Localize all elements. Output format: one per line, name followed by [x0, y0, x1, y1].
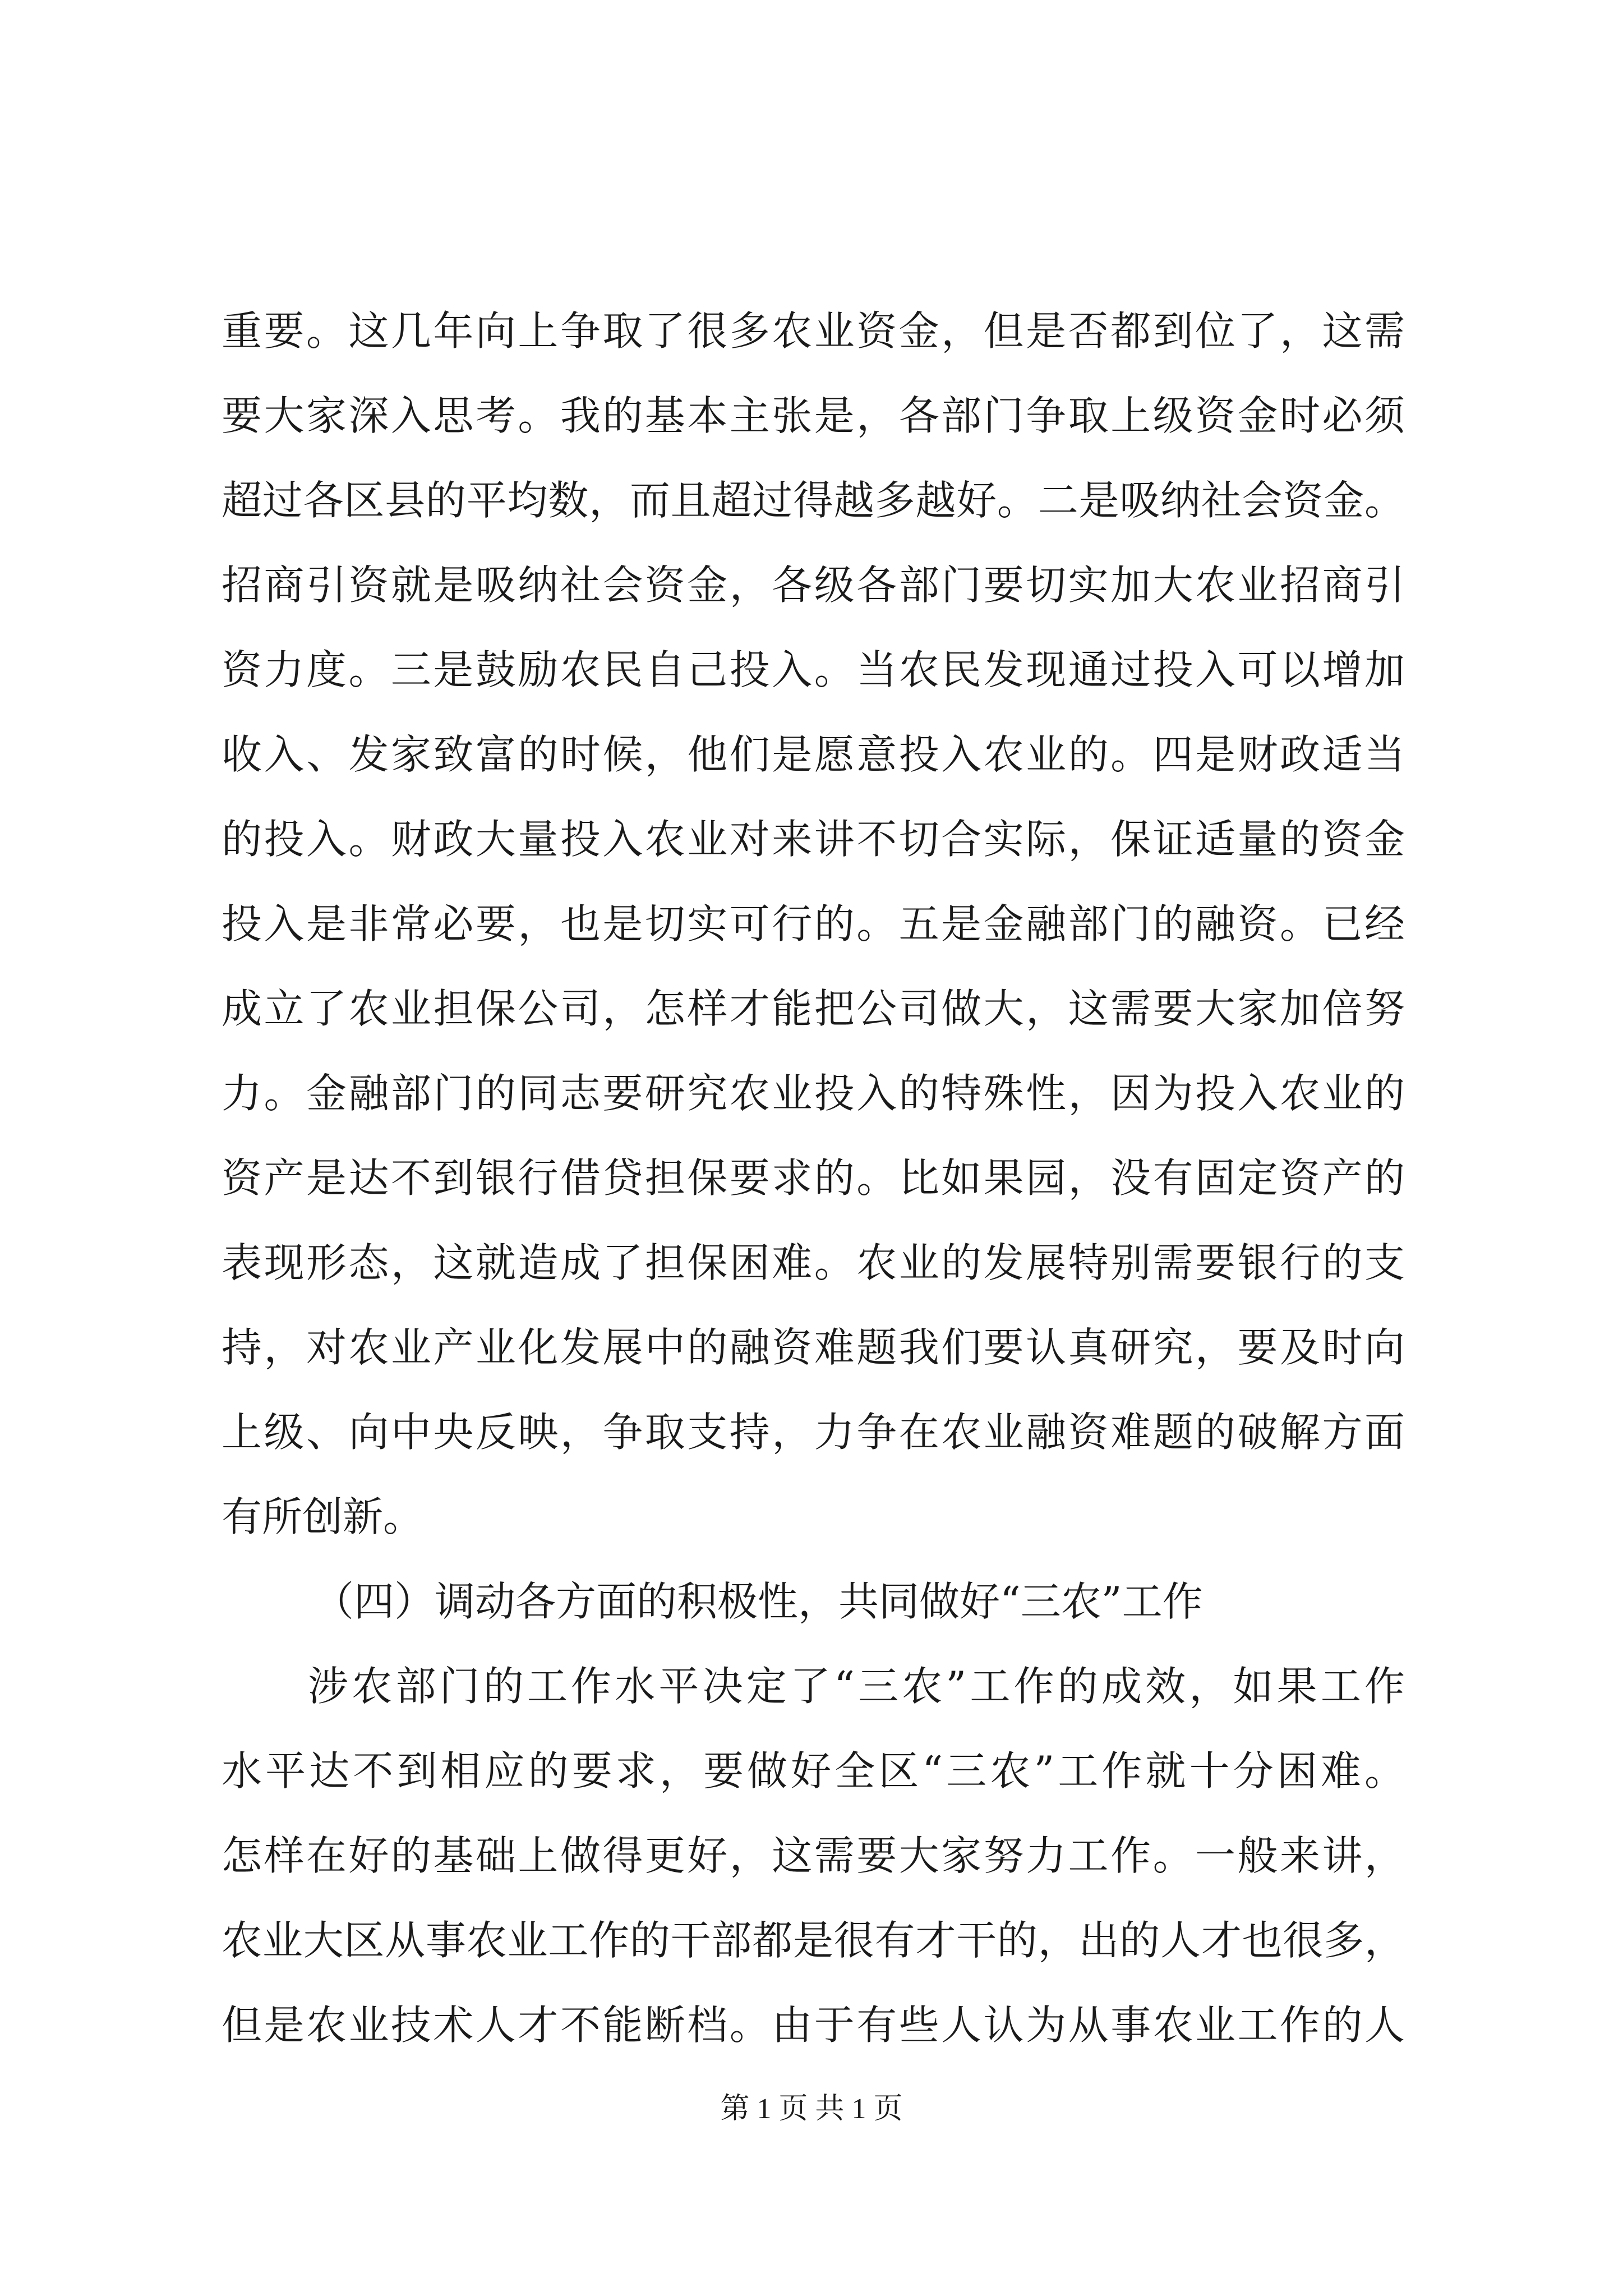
text-line: 农业大区从事农业工作的干部都是很有才干的，出的人才也很多， [222, 1917, 1405, 1964]
text-line: 招商引资就是吸纳社会资金，各级各部门要切实加大农业招商引 [222, 562, 1405, 609]
text-line: 水平达不到相应的要求，要做好全区“三农”工作就十分困难。 [222, 1747, 1405, 1795]
text-line: 持，对农业产业化发展中的融资难题我们要认真研究，要及时向 [222, 1324, 1405, 1371]
text-line: 怎样在好的基础上做得更好，这需要大家努力工作。一般来讲， [222, 1832, 1405, 1879]
text-line: 收入、发家致富的时候，他们是愿意投入农业的。四是财政适当 [222, 731, 1405, 778]
text-line: 但是农业技术人才不能断档。由于有些人认为从事农业工作的人 [222, 2001, 1405, 2049]
text-line: 成立了农业担保公司，怎样才能把公司做大，这需要大家加倍努 [222, 985, 1405, 1032]
text-line: 的投入。财政大量投入农业对来讲不切合实际，保证适量的资金 [222, 816, 1405, 863]
text-line: 投入是非常必要，也是切实可行的。五是金融部门的融资。已经 [222, 900, 1405, 947]
text-line: 资产是达不到银行借贷担保要求的。比如果园，没有固定资产的 [222, 1154, 1405, 1202]
text-line: 重要。这几年向上争取了很多农业资金，但是否都到位了，这需 [222, 307, 1405, 355]
section-heading: （四）调动各方面的积极性，共同做好“三农”工作 [313, 1578, 1203, 1625]
text-line: 超过各区县的平均数，而且超过得越多越好。二是吸纳社会资金。 [222, 477, 1405, 524]
text-line: 要大家深入思考。我的基本主张是，各部门争取上级资金时必须 [222, 392, 1405, 439]
text-line: 有所创新。 [222, 1493, 424, 1540]
text-line: 上级、向中央反映，争取支持，力争在农业融资难题的破解方面 [222, 1409, 1405, 1456]
text-line: 表现形态，这就造成了担保困难。农业的发展特别需要银行的支 [222, 1239, 1405, 1286]
text-line: 资力度。三是鼓励农民自己投入。当农民发现通过投入可以增加 [222, 646, 1405, 693]
text-line: 力。金融部门的同志要研究农业投入的特殊性，因为投入农业的 [222, 1070, 1405, 1117]
text-line: 涉农部门的工作水平决定了“三农”工作的成效，如果工作 [308, 1663, 1405, 1710]
page-number-footer: 第 1 页 共 1 页 [720, 2093, 903, 2125]
